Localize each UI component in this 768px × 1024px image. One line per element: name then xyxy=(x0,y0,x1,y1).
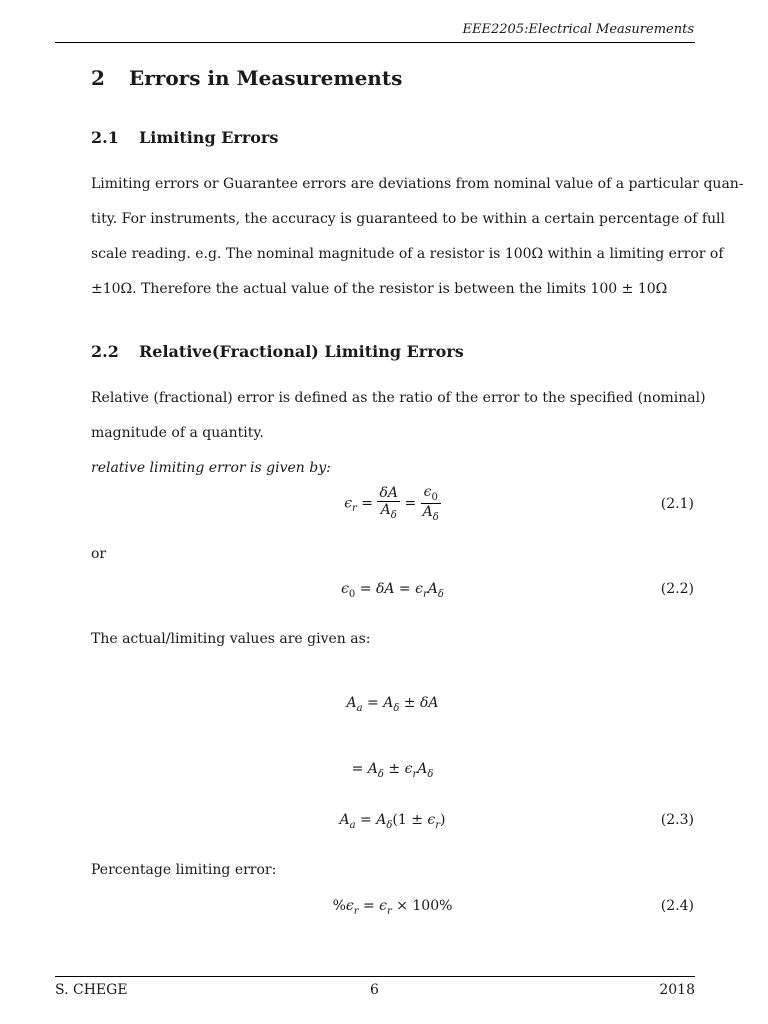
equation-2-1 xyxy=(91,484,694,528)
equation-number: (2.1) xyxy=(660,496,694,512)
equation-body: $A_a = A_\delta \pm \delta A$ xyxy=(346,695,439,714)
footer-rule xyxy=(55,976,695,977)
subsection-title: Relative(Fractional) Limiting Errors xyxy=(139,342,464,361)
subsection-number: 2.1 xyxy=(91,128,119,147)
subsection-number: 2.2 xyxy=(91,342,119,361)
equation-body: $\%\epsilon_r = \epsilon_r \times 100\%$ xyxy=(332,898,453,917)
paragraph-line: Relative (fractional) error is defined as the ratio of the error to the specified (nominal) xyxy=(91,390,706,406)
percentage-text: Percentage limiting error: xyxy=(91,862,277,878)
paragraph-line: ±10Ω. Therefore the actual value of the resistor is between the limits 100 ± 10Ω xyxy=(91,281,668,297)
actual-values-text: The actual/limiting values are given as: xyxy=(91,631,371,647)
equation-2-3 xyxy=(91,812,694,832)
section-heading xyxy=(91,66,402,90)
subsection-heading-2-1 xyxy=(91,128,278,147)
paragraph-line: Limiting errors or Guarantee errors are deviations from nominal value of a particular quan- xyxy=(91,176,744,192)
equation-2-2 xyxy=(91,581,694,601)
section-number: 2 xyxy=(91,66,105,90)
or-text: or xyxy=(91,546,107,562)
equation-number: (2.4) xyxy=(660,898,694,914)
paragraph-line: magnitude of a quantity. xyxy=(91,425,264,441)
equation-2-4 xyxy=(91,898,694,918)
footer-year: 2018 xyxy=(659,982,695,998)
equation-body: $\epsilon_r$ = $\frac{\delta A}{A_\delta}$ = $\frac{\epsilon_0}{A_\delta}$ xyxy=(344,484,439,523)
equation-number: (2.3) xyxy=(660,812,694,828)
running-header: EEE2205:Electrical Measurements xyxy=(462,22,694,37)
subsection-heading-2-2 xyxy=(91,342,464,361)
page-number: 6 xyxy=(370,982,379,998)
italic-intro: relative limiting error is given by: xyxy=(91,460,331,476)
equation-body: $A_a = A_\delta(1 \pm \epsilon_r)$ xyxy=(339,812,446,831)
equation-actual-1 xyxy=(91,695,694,715)
footer-author: S. CHEGE xyxy=(55,982,128,998)
paragraph-line: tity. For instruments, the accuracy is guaranteed to be within a certain percentage of full xyxy=(91,211,726,227)
section-title: Errors in Measurements xyxy=(129,66,403,90)
equation-actual-2 xyxy=(91,761,694,781)
subsection-title: Limiting Errors xyxy=(139,128,279,147)
paragraph-line: scale reading. e.g. The nominal magnitude of a resistor is 100Ω within a limiting error of xyxy=(91,246,724,262)
header-rule xyxy=(55,42,695,43)
equation-number: (2.2) xyxy=(660,581,694,597)
equation-body: = $A_\delta \pm \epsilon_rA_\delta$ xyxy=(351,761,434,780)
equation-body: $\epsilon_0 = \delta A = \epsilon_rA_\delta$ xyxy=(341,581,444,600)
